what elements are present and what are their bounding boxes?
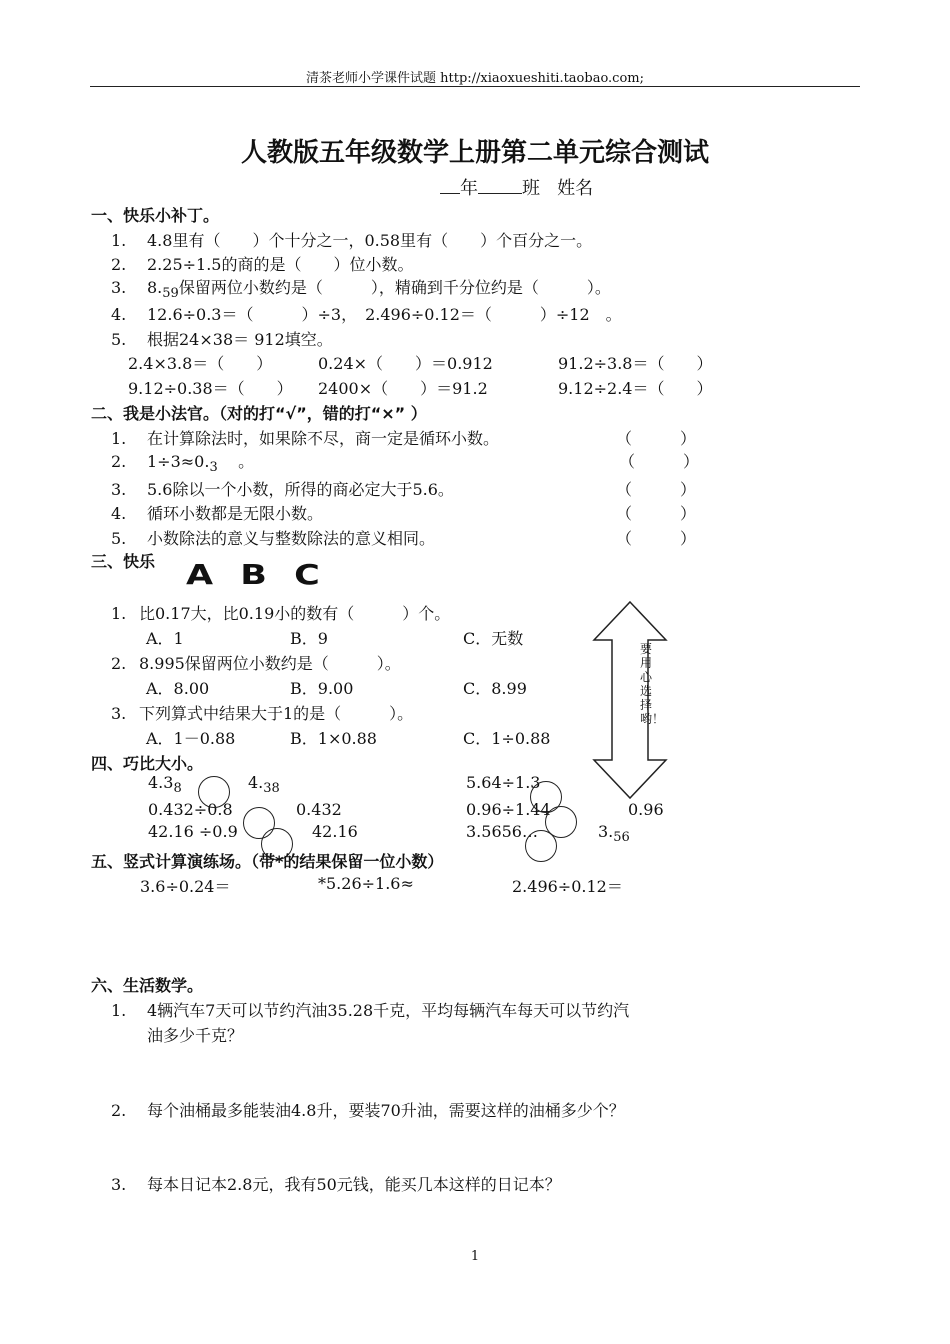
compare-c2-left: 3.5656… bbox=[466, 822, 538, 841]
double-arrow-icon bbox=[590, 600, 670, 800]
s3-q3-option-b: B．1×0.88 bbox=[290, 729, 377, 748]
s2-answer-blank-1[interactable]: （ ） bbox=[616, 429, 697, 448]
year-label: 年 bbox=[460, 178, 478, 199]
repeating-digits: 59 bbox=[162, 286, 179, 301]
name-label: 姓名 bbox=[557, 178, 594, 199]
student-info bbox=[440, 174, 593, 200]
class-label: 班 bbox=[522, 178, 540, 199]
compare-b-left: 0.432÷0.8 bbox=[148, 800, 233, 819]
s6-problem-1-cont: 油多少千克？ bbox=[147, 1026, 244, 1045]
arrow-text: 要用心选择哟！ bbox=[640, 642, 665, 726]
compare-circle-1[interactable] bbox=[198, 776, 230, 808]
compare-a2-left: 5.64÷1.3 bbox=[466, 773, 541, 792]
calc-2: *5.26÷1.6≈ bbox=[318, 874, 414, 893]
s1-question-4: 4. 12.6÷0.3＝（ ）÷3， 2.496÷0.12＝（ ）÷12 。 bbox=[111, 305, 622, 324]
section-1-title: 一、快乐小补丁。 bbox=[91, 206, 220, 225]
s2-item-1: 1. 在计算除法时，如果除不尽，商一定是循环小数。 bbox=[111, 429, 500, 448]
calc-3: 2.496÷0.12＝ bbox=[512, 877, 623, 896]
abc-wordart: A B C bbox=[186, 558, 328, 591]
s3-q2-option-b: B．9.00 bbox=[290, 679, 354, 698]
compare-c2-right: $3._{56}$ bbox=[598, 822, 630, 845]
header-divider bbox=[90, 86, 860, 87]
section-3-title: 三、快乐 bbox=[91, 552, 156, 571]
s2-item-5: 5. 小数除法的意义与整数除法的意义相同。 bbox=[111, 529, 436, 548]
s1-question-1: 1. 4.8里有（ ）个十分之一，0.58里有（ ）个百分之一。 bbox=[111, 231, 593, 250]
compare-a-left: $4.3_8$ bbox=[148, 773, 182, 796]
compare-c-left: 42.16 ÷0.9 bbox=[148, 822, 238, 841]
s3-question-2: 2. 8.995保留两位小数约是（ ）。 bbox=[111, 654, 401, 673]
s2-item-4: 4. 循环小数都是无限小数。 bbox=[111, 504, 324, 523]
s3-question-1: 1. 比0.17大，比0.19小的数有（ ）个。 bbox=[111, 604, 451, 623]
s6-problem-2: 2. 每个油桶最多能装油4.8升，要装70升油，需要这样的油桶多少个？ bbox=[111, 1101, 625, 1120]
s3-question-3: 3. 下列算式中结果大于1的是（ ）。 bbox=[111, 704, 414, 723]
compare-circle-6[interactable] bbox=[525, 830, 557, 862]
s3-q1-option-b: B．9 bbox=[290, 629, 328, 648]
compare-b2-left: 0.96÷1.44 bbox=[466, 800, 551, 819]
section-5-title: 五、竖式计算演练场。（带*的结果保留一位小数） bbox=[91, 852, 444, 871]
s1-row-1c: 91.2÷3.8＝（ ） bbox=[558, 354, 713, 373]
s2-item-2: 2. $1\div 3\approx 0._3$ 。 bbox=[111, 452, 255, 475]
s3-q3-option-a: A．1－0.88 bbox=[146, 729, 236, 748]
page-number: 1 bbox=[470, 1249, 480, 1264]
s2-answer-blank-5[interactable]: （ ） bbox=[616, 529, 697, 548]
s6-problem-1: 1. 4辆汽车7天可以节约汽油35.28千克，平均每辆汽车每天可以节约汽 bbox=[111, 1001, 630, 1020]
compare-a-right: $4._{38}$ bbox=[248, 773, 280, 796]
section-2-title: 二、我是小法官。（对的打“√”，错的打“×” ） bbox=[91, 404, 427, 423]
s1-question-2: 2. 2.25÷1.5的商的是（ ）位小数。 bbox=[111, 255, 414, 274]
compare-c-right: 42.16 bbox=[312, 822, 358, 841]
page-header-source: 清茶老师小学课件试题 http://xiaoxueshiti.taobao.com; bbox=[305, 71, 644, 86]
compare-b2-right: 0.96 bbox=[628, 800, 664, 819]
s1-row-2a: 9.12÷0.38＝（ ） bbox=[128, 379, 293, 398]
s6-problem-3: 3. 每本日记本2.8元，我有50元钱，能买几本这样的日记本？ bbox=[111, 1175, 561, 1194]
s3-q1-option-a: A．1 bbox=[146, 629, 184, 648]
s1-row-1b: 0.24×（ ）＝0.912 bbox=[318, 354, 493, 373]
s2-answer-blank-3[interactable]: （ ） bbox=[616, 480, 697, 499]
s2-answer-blank-2[interactable]: （ ） bbox=[619, 452, 700, 471]
compare-b-right: 0.432 bbox=[296, 800, 342, 819]
calc-1: 3.6÷0.24＝ bbox=[140, 877, 231, 896]
section-6-title: 六、生活数学。 bbox=[91, 976, 204, 995]
s1-question-5: 5. 根据24×38＝ 912填空。 bbox=[111, 330, 333, 349]
s1-row-2c: 9.12÷2.4＝（ ） bbox=[558, 379, 713, 398]
section-4-title: 四、巧比大小。 bbox=[91, 754, 204, 773]
s3-q2-option-a: A．8.00 bbox=[146, 679, 210, 698]
s2-answer-blank-4[interactable]: （ ） bbox=[616, 504, 697, 523]
s3-q3-option-c: C．1÷0.88 bbox=[463, 729, 551, 748]
s3-q1-option-c: C．无数 bbox=[463, 629, 524, 648]
s1-row-2b: 2400×（ ）＝91.2 bbox=[318, 379, 488, 398]
s1-row-1a: 2.4×3.8＝（ ） bbox=[128, 354, 273, 373]
s3-q2-option-c: C．8.99 bbox=[463, 679, 527, 698]
s1-question-3: 3. $8._{59}$保留两位小数约是（ ），精确到千分位约是（ ）。 bbox=[111, 278, 611, 301]
s2-item-3: 3. 5.6除以一个小数，所得的商必定大于5.6。 bbox=[111, 480, 454, 499]
page-title: 人教版五年级数学上册第二单元综合测试 bbox=[240, 138, 709, 168]
